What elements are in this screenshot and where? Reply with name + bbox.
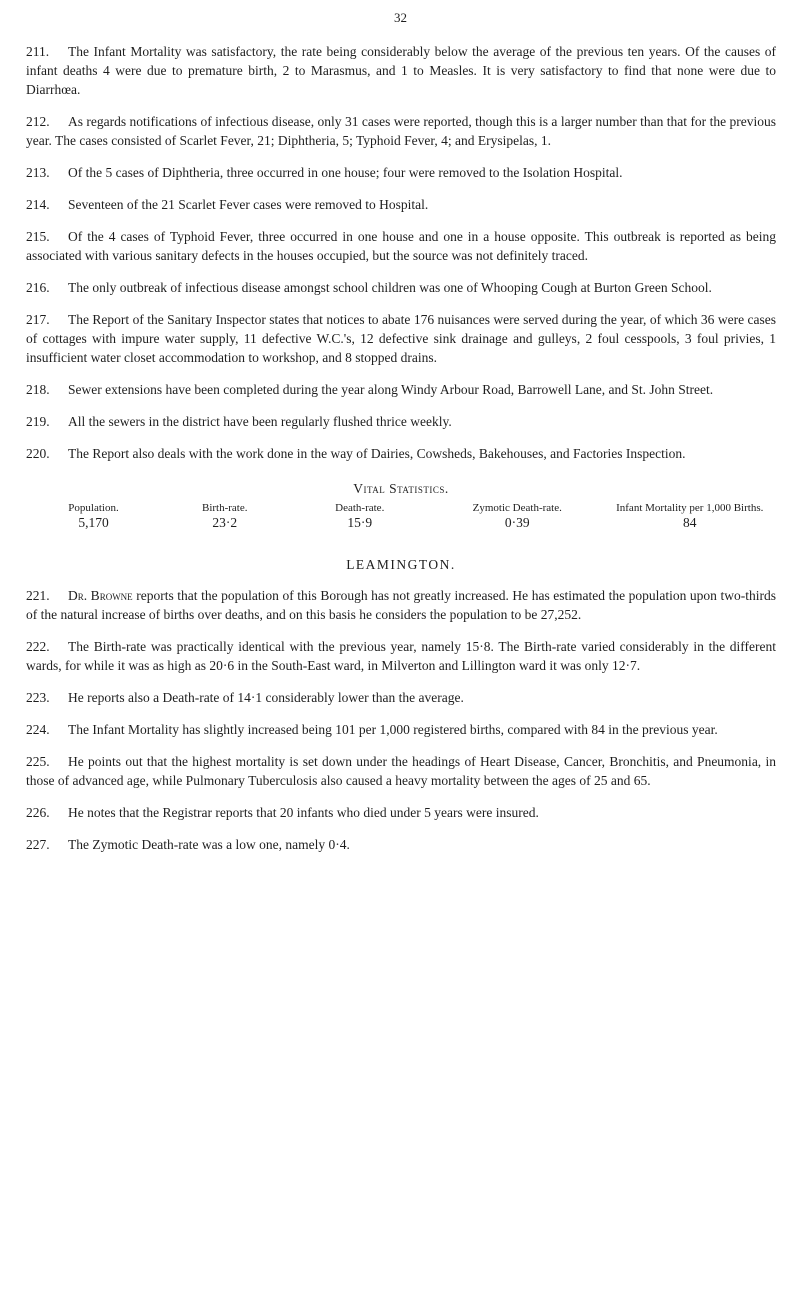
top-paragraphs [26, 42, 776, 463]
paragraph-number: 225. [26, 754, 50, 769]
bottom-paragraphs [26, 586, 776, 854]
paragraph [26, 688, 776, 707]
header-death-rate: Death-rate. [335, 502, 385, 514]
vital-statistics-title: Vital Statistics. [353, 481, 449, 496]
paragraph-number: 215. [26, 229, 50, 244]
paragraph-text: The Zymotic Death-rate was a low one, namely 0·4. [68, 837, 350, 852]
paragraph [26, 227, 776, 265]
paragraph-number: 227. [26, 837, 50, 852]
paragraph-number: 224. [26, 722, 50, 737]
paragraph-number: 219. [26, 414, 50, 429]
paragraph-text: He points out that the highest mortality is set down under the headings of Heart Disease, Cancer, Bronchitis, and Pneumonia, in those of advanced age, while Pulmonary Tuberculosis also caused a heavy mortality between the ages of 25 and 65. [26, 754, 776, 788]
section-heading: LEAMINGTON. [346, 557, 456, 572]
paragraph-number: 217. [26, 312, 50, 327]
paragraph-text: The only outbreak of infectious disease amongst school children was one of Whooping Cough at Burton Green School. [68, 280, 712, 295]
paragraph [26, 835, 776, 854]
paragraph-number: 222. [26, 639, 50, 654]
header-infant-mortality: Infant Mortality per 1,000 Births. [616, 502, 764, 514]
paragraph-text: He notes that the Registrar reports that 20 infants who died under 5 years were insured. [68, 805, 539, 820]
paragraph [26, 380, 776, 399]
paragraph [26, 42, 776, 99]
paragraph-number: 218. [26, 382, 50, 397]
paragraph [26, 637, 776, 675]
paragraph [26, 278, 776, 297]
paragraph-text: Seventeen of the 21 Scarlet Fever cases were removed to Hospital. [68, 197, 429, 212]
vital-statistics-table [26, 502, 776, 531]
paragraph-text: The Birth-rate was practically identical with the previous year, namely 15·8. The Birth-rate varied considerably in the different wards, for while it was as high as 20·6 in the South-East ward, in Milverton and Lillington ward it was only 12·7. [26, 639, 776, 673]
value-population: 5,170 [78, 515, 109, 530]
paragraph-number: 214. [26, 197, 50, 212]
paragraph [26, 752, 776, 790]
paragraph [26, 195, 776, 214]
paragraph [26, 112, 776, 150]
paragraph [26, 412, 776, 431]
paragraph-number: 220. [26, 446, 50, 461]
paragraph-text: The Infant Mortality has slightly increased being 101 per 1,000 registered births, compared with 84 in the previous year. [68, 722, 718, 737]
value-infant-mortality: 84 [683, 515, 697, 530]
value-death-rate: 15·9 [347, 515, 373, 530]
paragraph-text: Of the 5 cases of Diphtheria, three occurred in one house; four were removed to the Isolation Hospital. [68, 165, 623, 180]
paragraph-number: 212. [26, 114, 50, 129]
paragraph [26, 803, 776, 822]
paragraph-text: Sewer extensions have been completed during the year along Windy Arbour Road, Barrowell Lane, and St. John Street. [68, 382, 714, 397]
paragraph-text: All the sewers in the district have been regularly flushed thrice weekly. [68, 414, 452, 429]
vital-statistics [26, 479, 776, 531]
value-birth-rate: 23·2 [212, 515, 238, 530]
header-population: Population. [68, 502, 119, 514]
paragraph-text: reports that the population of this Borough has not greatly increased. He has estimated the population upon two-thirds of the natural increase of births over deaths, and on this basis he considers the population to be 27,252. [26, 588, 776, 622]
paragraph-lead: Dr. Browne [68, 588, 133, 603]
header-birth-rate: Birth-rate. [201, 502, 248, 514]
paragraph-text: As regards notifications of infectious disease, only 31 cases were reported, though this is a larger number than that for the previous year. The cases consisted of Scarlet Fever, 21; Diphtheria, 5; Typhoid Fever, 4; and Erysipelas, 1. [26, 114, 776, 148]
paragraph-number: 213. [26, 165, 50, 180]
paragraph [26, 720, 776, 739]
paragraph [26, 163, 776, 182]
paragraph [26, 444, 776, 463]
vital-statistics-value-row [26, 515, 776, 531]
paragraph-number: 226. [26, 805, 50, 820]
page-number: 32 [394, 10, 407, 25]
paragraph-text: He reports also a Death-rate of 14·1 considerably lower than the average. [68, 690, 464, 705]
paragraph-text: Of the 4 cases of Typhoid Fever, three occurred in one house and one in a house opposite. This outbreak is reported as being associated with various sanitary defects in the houses occupied, but the source was not definitely traced. [26, 229, 776, 263]
paragraph-text: The Report also deals with the work done in the way of Dairies, Cowsheds, Bakehouses, and Factories Inspection. [68, 446, 686, 461]
paragraph-text: The Infant Mortality was satisfactory, the rate being considerably below the average of the previous ten years. Of the causes of infant deaths 4 were due to premature birth, 2 to Marasmus, and 1 to Measles. It is very satisfactory to find that none were due to Diarrhœa. [26, 44, 776, 97]
value-zymotic-death-rate: 0·39 [504, 515, 530, 530]
paragraph [26, 586, 776, 624]
page-body [26, 42, 776, 867]
paragraph [26, 310, 776, 367]
paragraph-number: 216. [26, 280, 50, 295]
header-zymotic-death-rate: Zymotic Death-rate. [472, 502, 562, 514]
paragraph-text: The Report of the Sanitary Inspector states that notices to abate 176 nuisances were served during the year, of which 36 were cases of cottages with impure water supply, 11 defective W.C.'s, 12 defective sink drainage and gulleys, 2 foul cesspools, 3 foul privies, 1 insufficient water closet accommodation to workshop, and 8 stopped drains. [26, 312, 776, 365]
paragraph-number: 211. [26, 44, 50, 59]
paragraph-number: 221. [26, 588, 50, 603]
paragraph-number: 223. [26, 690, 50, 705]
vital-statistics-header-row [26, 502, 776, 515]
